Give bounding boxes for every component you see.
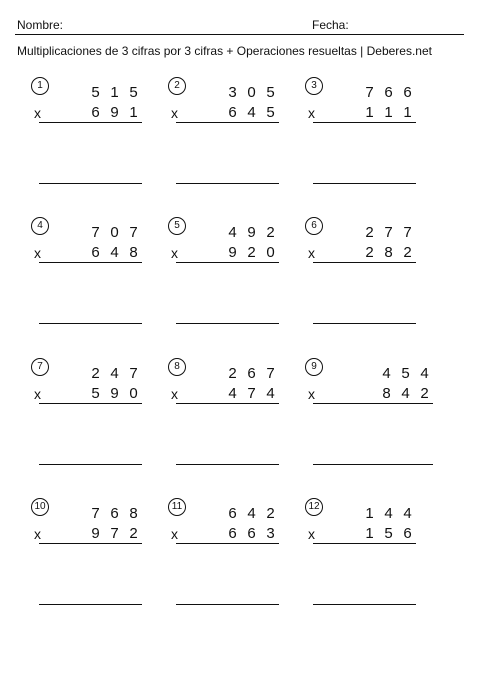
multiplier — [223, 104, 280, 121]
digit: 7 — [91, 505, 100, 522]
problem-6 — [305, 220, 435, 356]
digit: 7 — [365, 84, 374, 101]
digit: 9 — [91, 525, 100, 542]
digit: 1 — [110, 84, 119, 101]
product-rule — [313, 403, 433, 404]
digit: 9 — [247, 224, 256, 241]
problem-number: 1 — [31, 77, 49, 95]
answer-line[interactable] — [39, 183, 142, 184]
digit: 6 — [228, 104, 237, 121]
multiply-sign: x — [34, 386, 41, 402]
digit: 6 — [228, 525, 237, 542]
problem-10 — [31, 501, 161, 637]
problem-1 — [31, 80, 161, 216]
digit: 1 — [384, 104, 393, 121]
multiply-sign: x — [308, 526, 315, 542]
digit: 7 — [129, 365, 138, 382]
multiply-sign: x — [34, 105, 41, 121]
multiplier — [377, 385, 434, 402]
digit: 4 — [420, 365, 429, 382]
digit: 7 — [247, 385, 256, 402]
digit: 2 — [266, 505, 275, 522]
digit: 4 — [228, 385, 237, 402]
product-rule — [39, 122, 142, 123]
multiplier — [223, 525, 280, 542]
answer-line[interactable] — [313, 183, 416, 184]
digit: 2 — [266, 224, 275, 241]
digit: 6 — [403, 84, 412, 101]
answer-line[interactable] — [39, 604, 142, 605]
digit: 5 — [266, 104, 275, 121]
problem-number: 3 — [305, 77, 323, 95]
problem-3 — [305, 80, 435, 216]
multiplier — [86, 104, 143, 121]
digit: 5 — [266, 84, 275, 101]
product-rule — [39, 543, 142, 544]
problem-7 — [31, 361, 161, 497]
digit: 4 — [110, 244, 119, 261]
answer-line[interactable] — [39, 464, 142, 465]
problem-12 — [305, 501, 435, 637]
digit: 4 — [247, 104, 256, 121]
product-rule — [176, 543, 279, 544]
multiply-sign: x — [34, 526, 41, 542]
answer-line[interactable] — [39, 323, 142, 324]
digit: 4 — [110, 365, 119, 382]
multiplicand — [360, 224, 417, 241]
product-rule — [39, 262, 142, 263]
digit: 4 — [382, 365, 391, 382]
digit: 7 — [91, 224, 100, 241]
multiplicand — [360, 505, 417, 522]
header-divider — [15, 34, 464, 35]
multiplicand — [86, 224, 143, 241]
problem-number: 7 — [31, 358, 49, 376]
digit: 2 — [129, 525, 138, 542]
product-rule — [313, 543, 416, 544]
digit: 6 — [110, 505, 119, 522]
multiplicand — [86, 505, 143, 522]
multiplier — [86, 385, 143, 402]
answer-line[interactable] — [176, 604, 279, 605]
product-rule — [176, 122, 279, 123]
digit: 0 — [247, 84, 256, 101]
multiplier — [360, 525, 417, 542]
problem-5 — [168, 220, 298, 356]
multiplier — [360, 244, 417, 261]
digit: 9 — [228, 244, 237, 261]
problem-2 — [168, 80, 298, 216]
digit: 4 — [266, 385, 275, 402]
multiply-sign: x — [308, 386, 315, 402]
digit: 5 — [91, 385, 100, 402]
problem-8 — [168, 361, 298, 497]
multiplicand — [223, 365, 280, 382]
answer-line[interactable] — [176, 464, 279, 465]
digit: 9 — [110, 385, 119, 402]
multiply-sign: x — [34, 245, 41, 261]
digit: 5 — [129, 84, 138, 101]
product-rule — [176, 403, 279, 404]
digit: 6 — [403, 525, 412, 542]
product-rule — [313, 122, 416, 123]
problem-11 — [168, 501, 298, 637]
digit: 7 — [403, 224, 412, 241]
digit: 0 — [266, 244, 275, 261]
multiplicand — [377, 365, 434, 382]
product-rule — [176, 262, 279, 263]
digit: 6 — [91, 244, 100, 261]
product-rule — [39, 403, 142, 404]
answer-line[interactable] — [176, 323, 279, 324]
digit: 4 — [401, 385, 410, 402]
digit: 7 — [129, 224, 138, 241]
digit: 6 — [228, 505, 237, 522]
digit: 8 — [382, 385, 391, 402]
multiplier — [360, 104, 417, 121]
problem-number: 11 — [168, 498, 186, 516]
problem-number: 10 — [31, 498, 49, 516]
digit: 9 — [110, 104, 119, 121]
digit: 5 — [384, 525, 393, 542]
multiplicand — [223, 84, 280, 101]
digit: 8 — [129, 505, 138, 522]
problem-number: 2 — [168, 77, 186, 95]
multiply-sign: x — [171, 386, 178, 402]
answer-line[interactable] — [176, 183, 279, 184]
digit: 1 — [403, 104, 412, 121]
multiplier — [86, 244, 143, 261]
digit: 8 — [384, 244, 393, 261]
digit: 1 — [365, 505, 374, 522]
problem-9 — [305, 361, 435, 497]
digit: 1 — [129, 104, 138, 121]
problem-number: 12 — [305, 498, 323, 516]
digit: 2 — [91, 365, 100, 382]
digit: 6 — [384, 84, 393, 101]
multiply-sign: x — [171, 526, 178, 542]
problem-number: 8 — [168, 358, 186, 376]
multiply-sign: x — [171, 105, 178, 121]
product-rule — [313, 262, 416, 263]
digit: 2 — [228, 365, 237, 382]
answer-line[interactable] — [313, 464, 433, 465]
digit: 5 — [401, 365, 410, 382]
multiplicand — [86, 365, 143, 382]
date-label: Fecha: — [312, 18, 349, 32]
digit: 4 — [384, 505, 393, 522]
problem-4 — [31, 220, 161, 356]
digit: 2 — [420, 385, 429, 402]
digit: 3 — [228, 84, 237, 101]
multiplicand — [86, 84, 143, 101]
problem-number: 6 — [305, 217, 323, 235]
digit: 2 — [365, 244, 374, 261]
digit: 2 — [247, 244, 256, 261]
multiplier — [223, 385, 280, 402]
digit: 8 — [129, 244, 138, 261]
multiplier — [86, 525, 143, 542]
multiplier — [223, 244, 280, 261]
name-label: Nombre: — [17, 18, 64, 32]
digit: 4 — [403, 505, 412, 522]
digit: 6 — [91, 104, 100, 121]
digit: 0 — [129, 385, 138, 402]
digit: 7 — [110, 525, 119, 542]
problem-number: 5 — [168, 217, 186, 235]
digit: 4 — [228, 224, 237, 241]
digit: 1 — [365, 525, 374, 542]
multiply-sign: x — [171, 245, 178, 261]
digit: 5 — [91, 84, 100, 101]
multiply-sign: x — [308, 245, 315, 261]
digit: 7 — [266, 365, 275, 382]
multiplicand — [223, 505, 280, 522]
digit: 3 — [266, 525, 275, 542]
digit: 0 — [110, 224, 119, 241]
digit: 1 — [365, 104, 374, 121]
multiplicand — [360, 84, 417, 101]
answer-line[interactable] — [313, 323, 416, 324]
multiply-sign: x — [308, 105, 315, 121]
digit: 2 — [403, 244, 412, 261]
digit: 2 — [365, 224, 374, 241]
problem-number: 4 — [31, 217, 49, 235]
digit: 4 — [247, 505, 256, 522]
digit: 7 — [384, 224, 393, 241]
digit: 6 — [247, 365, 256, 382]
answer-line[interactable] — [313, 604, 416, 605]
worksheet-subtitle: Multiplicaciones de 3 cifras por 3 cifras + Operaciones resueltas | Deberes.net — [17, 44, 432, 58]
multiplicand — [223, 224, 280, 241]
problem-number: 9 — [305, 358, 323, 376]
digit: 6 — [247, 525, 256, 542]
